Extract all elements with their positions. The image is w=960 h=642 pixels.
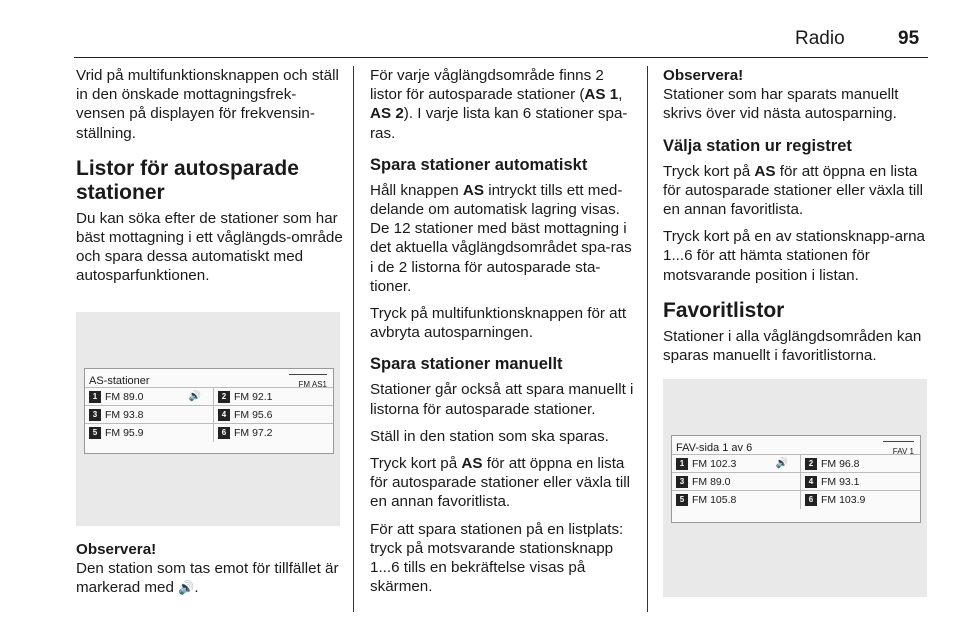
text: Tryck kort på	[370, 455, 462, 473]
speaker-icon: 🔊	[188, 390, 201, 402]
column-divider-2	[647, 66, 648, 612]
page-number: 95	[898, 28, 920, 49]
heading-autosave-lists: Listor för autosparade stationer	[76, 156, 299, 204]
preset-number: 4	[805, 476, 817, 488]
station-slot-4[interactable]	[800, 473, 918, 491]
paragraph-select-list	[663, 162, 933, 220]
text: ). I varje lista kan 6 stationer spa-ras.	[370, 105, 628, 142]
preset-number: 6	[805, 494, 817, 506]
column-2	[370, 66, 638, 604]
preset-number: 6	[218, 427, 230, 439]
station-row	[85, 423, 333, 441]
preset-number: 1	[89, 391, 101, 403]
station-frequency: FM 93.1	[821, 476, 860, 489]
station-frequency: FM 97.2	[234, 426, 273, 439]
station-slot-4[interactable]	[213, 406, 331, 424]
as2-label: AS 2	[370, 105, 404, 123]
preset-number: 1	[676, 458, 688, 470]
speaker-icon: 🔊	[775, 458, 788, 470]
paragraph-tune-station: Ställ in den station som ska sparas.	[370, 427, 609, 445]
note-title: Observera!	[76, 540, 157, 558]
station-row	[85, 387, 333, 405]
speaker-icon: 🔊	[178, 580, 195, 596]
station-slot-1[interactable]	[676, 455, 794, 473]
station-slot-5[interactable]	[676, 491, 794, 509]
preset-number: 4	[218, 409, 230, 421]
preset-number: 5	[676, 494, 688, 506]
station-row	[672, 472, 920, 490]
as-label: AS	[461, 455, 483, 473]
page-header	[0, 0, 960, 56]
paragraph-save-slot: För att spara stationen på en listplats: tryck på motsvarande stationsknapp 1...6 tills en bekräftelse visas på skärmen.	[370, 520, 624, 596]
station-slot-1[interactable]	[89, 388, 207, 406]
paragraph-favorites: Stationer i alla våglängdsområden kan sparas manuellt i favoritlistorna.	[663, 327, 922, 365]
paragraph-save-auto	[370, 181, 638, 296]
station-slot-6[interactable]	[213, 424, 331, 442]
text: ,	[618, 86, 623, 104]
figure-as-stations	[76, 312, 340, 526]
station-slot-6[interactable]	[800, 491, 918, 509]
panel-title: FAV-sida 1 av 6	[676, 442, 753, 455]
preset-number: 2	[218, 391, 230, 403]
as-label: AS	[462, 181, 484, 199]
figure-fav-page	[663, 379, 927, 597]
station-frequency: FM 96.8	[821, 458, 860, 471]
station-row	[672, 490, 920, 508]
note-block	[663, 66, 933, 124]
station-slot-3[interactable]	[89, 406, 207, 424]
station-frequency: FM 102.3	[692, 458, 737, 471]
note-text: Stationer som har sparats manuellt skrivs över vid nästa autosparning.	[663, 86, 899, 123]
station-slot-2[interactable]	[800, 455, 918, 473]
header-rule	[74, 57, 928, 58]
station-slot-3[interactable]	[676, 473, 794, 491]
section-title: Radio	[795, 28, 845, 49]
station-frequency: FM 103.9	[821, 494, 866, 507]
station-frequency: FM 93.8	[105, 408, 144, 421]
as-stations-panel	[84, 368, 334, 454]
text: för att öppna en lista för autosparade stationer eller växla till en annan favoritlista.	[663, 162, 924, 219]
preset-number: 3	[676, 476, 688, 488]
paragraph-cancel-auto: Tryck på multifunktionsknappen för att avbryta autosparningen.	[370, 305, 627, 342]
station-slot-2[interactable]	[213, 388, 331, 406]
paragraph-lists-info	[370, 66, 638, 143]
station-frequency: FM 95.9	[105, 426, 144, 439]
heading-save-auto: Spara stationer automatiskt	[370, 155, 588, 174]
text: intryckt tills ett med-delande om automatisk lagring visas. De 12 stationer med bäst mottagning i det aktuella våglängdsområdet spa-ras i de 2 listorna för autosparade sta-tioner.	[370, 181, 632, 295]
text: För varje våglängdsområde finns 2 listor för autosparade stationer (	[370, 67, 604, 104]
column-3	[663, 66, 933, 597]
station-frequency: FM 95.6	[234, 408, 273, 421]
text: Håll knappen	[370, 181, 463, 199]
station-frequency: FM 89.0	[105, 390, 144, 403]
panel-title: AS-stationer	[89, 374, 150, 387]
paragraph-tune: Vrid på multifunktionsknappen och ställ in den önskade mottagningsfrek-vensen på displayen för frekvensin-ställning.	[76, 67, 339, 142]
paragraph-autosave-intro: Du kan söka efter de stationer som har bäst mottagning i ett våglängds-område och spara dessa automatiskt med autosparfunktionen.	[76, 209, 343, 285]
column-1	[76, 66, 344, 605]
station-row	[85, 405, 333, 423]
note-title: Observera!	[663, 67, 744, 84]
station-frequency: FM 89.0	[692, 476, 731, 489]
paragraph-press-as	[370, 454, 638, 512]
panel-tag: FM AS1	[289, 374, 327, 394]
note-block: Observera! Den station som tas emot för tillfället är markerad med 🔊.	[76, 540, 339, 597]
as1-label: AS 1	[584, 86, 619, 104]
note-text: Den station som tas emot för tillfället är markerad med	[76, 559, 339, 597]
heading-save-manual: Spara stationer manuellt	[370, 355, 563, 374]
heading-favorites: Favoritlistor	[663, 298, 785, 322]
station-frequency: FM 105.8	[692, 494, 737, 507]
text: för att öppna en lista för autosparade stationer eller växla till en annan favoritlista.	[370, 455, 631, 511]
heading-select-station: Välja station ur registret	[663, 136, 852, 155]
preset-number: 2	[805, 458, 817, 470]
station-slot-5[interactable]	[89, 424, 207, 442]
text: Tryck kort på	[663, 162, 755, 180]
preset-number: 3	[89, 409, 101, 421]
column-divider-1	[353, 66, 354, 612]
fav-stations-panel	[671, 435, 921, 523]
paragraph-select-button: Tryck kort på en av stationsknapp-arna 1...6 för att hämta stationen för motsvarande position i listan.	[663, 228, 925, 284]
panel-tag: FAV 1	[883, 441, 914, 461]
station-frequency: FM 92.1	[234, 390, 273, 403]
preset-number: 5	[89, 427, 101, 439]
as-label: AS	[754, 162, 776, 180]
paragraph-manual-intro: Stationer går också att spara manuellt i listorna för autosparade stationer.	[370, 381, 634, 418]
station-row	[672, 454, 920, 472]
